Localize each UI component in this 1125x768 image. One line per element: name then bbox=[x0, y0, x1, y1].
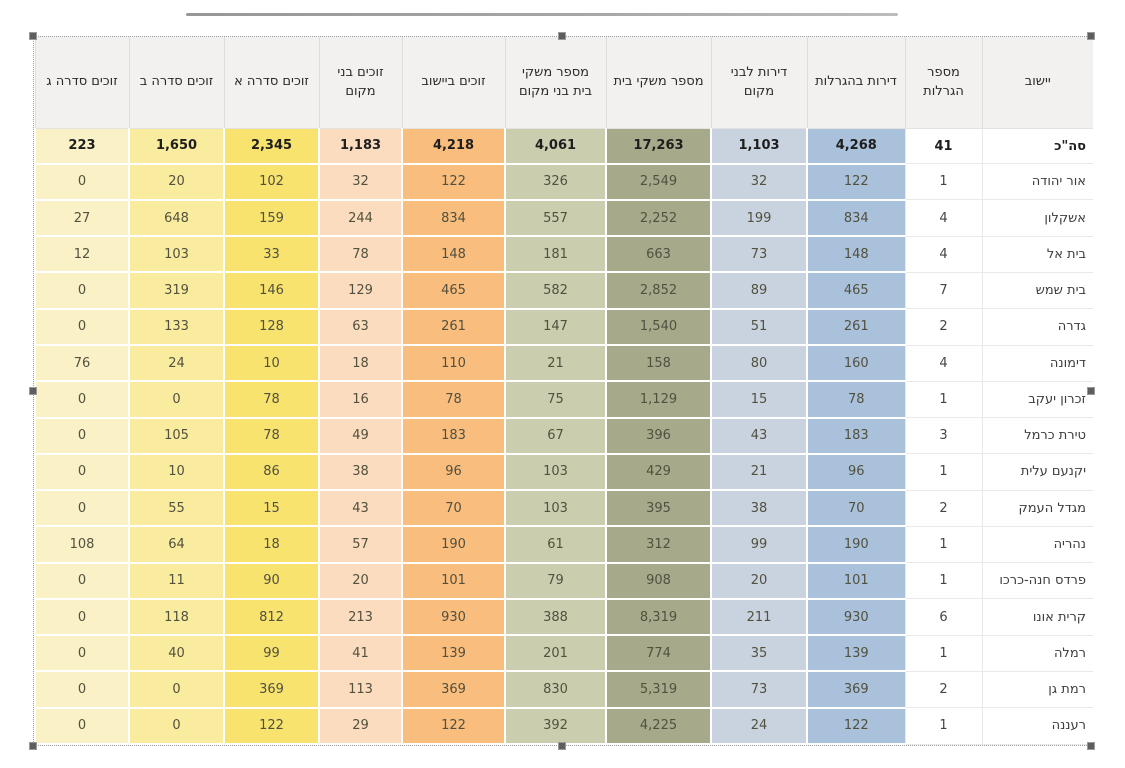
value-cell-households_locals: 103 bbox=[505, 490, 606, 526]
value-cell-households_locals: 61 bbox=[505, 526, 606, 562]
value-cell-households_locals: 557 bbox=[505, 200, 606, 236]
value-cell-households: 395 bbox=[606, 490, 711, 526]
value-cell-households: 663 bbox=[606, 236, 711, 272]
settlement-name-cell: גדרה bbox=[982, 309, 1093, 345]
value-cell-apts_for_locals: 1,103 bbox=[711, 129, 807, 164]
value-cell-winners_series_a: 102 bbox=[224, 164, 319, 200]
value-cell-households: 1,540 bbox=[606, 309, 711, 345]
value-cell-winners_series_c: 0 bbox=[35, 164, 129, 200]
settlement-name-cell: אור יהודה bbox=[982, 164, 1093, 200]
value-cell-winners_series_c: 0 bbox=[35, 381, 129, 417]
value-cell-apts_in_lotteries: 122 bbox=[807, 708, 905, 744]
table-row bbox=[35, 454, 1093, 490]
selection-handle-middle-left[interactable] bbox=[29, 387, 37, 395]
value-cell-apts_in_lotteries: 139 bbox=[807, 635, 905, 671]
value-cell-apts_for_locals: 211 bbox=[711, 599, 807, 635]
value-cell-winners_series_a: 159 bbox=[224, 200, 319, 236]
value-cell-winners_series_b: 40 bbox=[129, 635, 224, 671]
settlement-name-cell: מגדל העמק bbox=[982, 490, 1093, 526]
table-row bbox=[35, 309, 1093, 345]
table-row bbox=[35, 635, 1093, 671]
value-cell-winners_in_city: 122 bbox=[402, 708, 505, 744]
value-cell-winners_locals: 57 bbox=[319, 526, 402, 562]
table-row bbox=[35, 345, 1093, 381]
table-row bbox=[35, 200, 1093, 236]
value-cell-winners_in_city: 834 bbox=[402, 200, 505, 236]
value-cell-winners_series_c: 0 bbox=[35, 708, 129, 744]
value-cell-winners_in_city: 70 bbox=[402, 490, 505, 526]
value-cell-winners_series_b: 0 bbox=[129, 708, 224, 744]
table-selection-frame[interactable] bbox=[33, 36, 1091, 746]
value-cell-winners_series_a: 812 bbox=[224, 599, 319, 635]
value-cell-households_locals: 103 bbox=[505, 454, 606, 490]
value-cell-apts_in_lotteries: 369 bbox=[807, 671, 905, 707]
value-cell-winners_locals: 41 bbox=[319, 635, 402, 671]
value-cell-apts_in_lotteries: 261 bbox=[807, 309, 905, 345]
value-cell-winners_in_city: 930 bbox=[402, 599, 505, 635]
value-cell-winners_series_a: 18 bbox=[224, 526, 319, 562]
value-cell-households_locals: 326 bbox=[505, 164, 606, 200]
value-cell-winners_in_city: 261 bbox=[402, 309, 505, 345]
value-cell-winners_locals: 78 bbox=[319, 236, 402, 272]
value-cell-winners_locals: 38 bbox=[319, 454, 402, 490]
table-row bbox=[35, 490, 1093, 526]
settlement-name-cell: זכרון יעקב bbox=[982, 381, 1093, 417]
value-cell-lotteries: 1 bbox=[905, 164, 982, 200]
column-header-lotteries: מספר הגרלות bbox=[905, 37, 982, 129]
value-cell-winners_series_c: 0 bbox=[35, 599, 129, 635]
value-cell-households_locals: 388 bbox=[505, 599, 606, 635]
value-cell-winners_series_b: 319 bbox=[129, 272, 224, 308]
value-cell-winners_series_b: 1,650 bbox=[129, 129, 224, 164]
column-header-apts_in_lotteries: דירות בהגרלות bbox=[807, 37, 905, 129]
value-cell-winners_series_b: 103 bbox=[129, 236, 224, 272]
value-cell-apts_for_locals: 24 bbox=[711, 708, 807, 744]
selection-handle-bottom-right[interactable] bbox=[1087, 742, 1095, 750]
value-cell-lotteries: 2 bbox=[905, 490, 982, 526]
value-cell-winners_series_a: 122 bbox=[224, 708, 319, 744]
value-cell-apts_for_locals: 73 bbox=[711, 236, 807, 272]
value-cell-households_locals: 181 bbox=[505, 236, 606, 272]
value-cell-winners_series_b: 105 bbox=[129, 418, 224, 454]
value-cell-winners_series_a: 90 bbox=[224, 563, 319, 599]
value-cell-winners_locals: 18 bbox=[319, 345, 402, 381]
value-cell-winners_in_city: 369 bbox=[402, 671, 505, 707]
settlement-name-cell: רמלה bbox=[982, 635, 1093, 671]
value-cell-households: 2,549 bbox=[606, 164, 711, 200]
table-header bbox=[35, 37, 1093, 129]
value-cell-households_locals: 4,061 bbox=[505, 129, 606, 164]
value-cell-apts_in_lotteries: 160 bbox=[807, 345, 905, 381]
value-cell-households: 158 bbox=[606, 345, 711, 381]
value-cell-winners_in_city: 465 bbox=[402, 272, 505, 308]
settlement-name-cell: בית שמש bbox=[982, 272, 1093, 308]
value-cell-apts_in_lotteries: 78 bbox=[807, 381, 905, 417]
value-cell-lotteries: 6 bbox=[905, 599, 982, 635]
value-cell-households: 396 bbox=[606, 418, 711, 454]
value-cell-households: 2,852 bbox=[606, 272, 711, 308]
value-cell-households_locals: 67 bbox=[505, 418, 606, 454]
value-cell-apts_in_lotteries: 183 bbox=[807, 418, 905, 454]
value-cell-winners_series_b: 133 bbox=[129, 309, 224, 345]
value-cell-households_locals: 75 bbox=[505, 381, 606, 417]
value-cell-winners_locals: 43 bbox=[319, 490, 402, 526]
value-cell-winners_series_a: 86 bbox=[224, 454, 319, 490]
value-cell-lotteries: 1 bbox=[905, 635, 982, 671]
value-cell-winners_series_b: 118 bbox=[129, 599, 224, 635]
value-cell-winners_series_a: 78 bbox=[224, 381, 319, 417]
settlement-name-cell: אשקלון bbox=[982, 200, 1093, 236]
value-cell-winners_locals: 20 bbox=[319, 563, 402, 599]
selection-handle-top-center[interactable] bbox=[558, 32, 566, 40]
value-cell-lotteries: 3 bbox=[905, 418, 982, 454]
value-cell-households: 17,263 bbox=[606, 129, 711, 164]
value-cell-apts_in_lotteries: 834 bbox=[807, 200, 905, 236]
value-cell-households: 5,319 bbox=[606, 671, 711, 707]
settlement-name-cell: טירת כרמל bbox=[982, 418, 1093, 454]
settlement-name-cell: יקנעם עלית bbox=[982, 454, 1093, 490]
value-cell-winners_series_a: 15 bbox=[224, 490, 319, 526]
column-header-households: מספר משקי בית bbox=[606, 37, 711, 129]
value-cell-lotteries: 2 bbox=[905, 671, 982, 707]
column-header-winners_series_b: זוכים סדרה ב bbox=[129, 37, 224, 129]
settlement-name-cell: דימונה bbox=[982, 345, 1093, 381]
value-cell-winners_series_c: 12 bbox=[35, 236, 129, 272]
table-row bbox=[35, 526, 1093, 562]
value-cell-apts_in_lotteries: 96 bbox=[807, 454, 905, 490]
settlement-name-cell: בית אל bbox=[982, 236, 1093, 272]
value-cell-households: 8,319 bbox=[606, 599, 711, 635]
table-row bbox=[35, 599, 1093, 635]
value-cell-apts_for_locals: 20 bbox=[711, 563, 807, 599]
value-cell-winners_series_a: 2,345 bbox=[224, 129, 319, 164]
value-cell-apts_for_locals: 80 bbox=[711, 345, 807, 381]
value-cell-apts_in_lotteries: 101 bbox=[807, 563, 905, 599]
value-cell-apts_in_lotteries: 70 bbox=[807, 490, 905, 526]
value-cell-apts_for_locals: 73 bbox=[711, 671, 807, 707]
value-cell-apts_in_lotteries: 190 bbox=[807, 526, 905, 562]
value-cell-winners_series_b: 11 bbox=[129, 563, 224, 599]
value-cell-winners_in_city: 183 bbox=[402, 418, 505, 454]
settlement-name-cell: רעננה bbox=[982, 708, 1093, 744]
value-cell-winners_in_city: 110 bbox=[402, 345, 505, 381]
value-cell-lotteries: 1 bbox=[905, 454, 982, 490]
value-cell-winners_in_city: 4,218 bbox=[402, 129, 505, 164]
settlement-name-cell: קרית אונו bbox=[982, 599, 1093, 635]
value-cell-winners_locals: 29 bbox=[319, 708, 402, 744]
column-header-winners_locals: זוכים בני מקום bbox=[319, 37, 402, 129]
header-row bbox=[35, 37, 1093, 129]
value-cell-winners_series_a: 146 bbox=[224, 272, 319, 308]
settlement-name-cell: פרדס חנה-כרכו bbox=[982, 563, 1093, 599]
table-row bbox=[35, 671, 1093, 707]
value-cell-winners_series_b: 20 bbox=[129, 164, 224, 200]
value-cell-apts_for_locals: 99 bbox=[711, 526, 807, 562]
value-cell-apts_for_locals: 21 bbox=[711, 454, 807, 490]
value-cell-households: 1,129 bbox=[606, 381, 711, 417]
value-cell-winners_series_c: 0 bbox=[35, 418, 129, 454]
value-cell-winners_series_b: 648 bbox=[129, 200, 224, 236]
value-cell-winners_in_city: 78 bbox=[402, 381, 505, 417]
lottery-table[interactable] bbox=[34, 37, 1093, 745]
value-cell-winners_series_a: 369 bbox=[224, 671, 319, 707]
value-cell-lotteries: 1 bbox=[905, 708, 982, 744]
value-cell-winners_in_city: 190 bbox=[402, 526, 505, 562]
value-cell-winners_locals: 129 bbox=[319, 272, 402, 308]
value-cell-households_locals: 79 bbox=[505, 563, 606, 599]
value-cell-apts_for_locals: 38 bbox=[711, 490, 807, 526]
value-cell-winners_series_a: 128 bbox=[224, 309, 319, 345]
value-cell-winners_series_c: 223 bbox=[35, 129, 129, 164]
value-cell-households_locals: 392 bbox=[505, 708, 606, 744]
value-cell-winners_series_b: 24 bbox=[129, 345, 224, 381]
column-header-households_locals: מספר משקי בית בני מקום bbox=[505, 37, 606, 129]
value-cell-winners_series_b: 0 bbox=[129, 381, 224, 417]
value-cell-winners_in_city: 101 bbox=[402, 563, 505, 599]
value-cell-lotteries: 4 bbox=[905, 200, 982, 236]
value-cell-households: 4,225 bbox=[606, 708, 711, 744]
value-cell-winners_in_city: 122 bbox=[402, 164, 505, 200]
value-cell-winners_series_c: 0 bbox=[35, 671, 129, 707]
column-header-apts_for_locals: דירות לבני מקום bbox=[711, 37, 807, 129]
value-cell-winners_locals: 16 bbox=[319, 381, 402, 417]
value-cell-households_locals: 582 bbox=[505, 272, 606, 308]
value-cell-apts_for_locals: 89 bbox=[711, 272, 807, 308]
table-row bbox=[35, 708, 1093, 744]
value-cell-apts_in_lotteries: 465 bbox=[807, 272, 905, 308]
value-cell-apts_in_lotteries: 930 bbox=[807, 599, 905, 635]
value-cell-apts_in_lotteries: 148 bbox=[807, 236, 905, 272]
value-cell-winners_locals: 49 bbox=[319, 418, 402, 454]
value-cell-winners_series_a: 78 bbox=[224, 418, 319, 454]
column-header-winners_series_c: זוכים סדרה ג bbox=[35, 37, 129, 129]
value-cell-lotteries: 41 bbox=[905, 129, 982, 164]
value-cell-lotteries: 1 bbox=[905, 526, 982, 562]
value-cell-apts_in_lotteries: 122 bbox=[807, 164, 905, 200]
value-cell-lotteries: 4 bbox=[905, 236, 982, 272]
table-row bbox=[35, 563, 1093, 599]
value-cell-lotteries: 2 bbox=[905, 309, 982, 345]
value-cell-lotteries: 4 bbox=[905, 345, 982, 381]
table-row bbox=[35, 164, 1093, 200]
value-cell-households_locals: 201 bbox=[505, 635, 606, 671]
column-header-winners_in_city: זוכים ביישוב bbox=[402, 37, 505, 129]
column-header-yishuv: יישוב bbox=[982, 37, 1093, 129]
value-cell-winners_series_c: 27 bbox=[35, 200, 129, 236]
value-cell-winners_series_a: 99 bbox=[224, 635, 319, 671]
value-cell-lotteries: 1 bbox=[905, 381, 982, 417]
value-cell-winners_series_c: 0 bbox=[35, 309, 129, 345]
value-cell-winners_locals: 63 bbox=[319, 309, 402, 345]
separator-line bbox=[186, 13, 898, 16]
value-cell-winners_locals: 32 bbox=[319, 164, 402, 200]
settlement-name-cell: נהריה bbox=[982, 526, 1093, 562]
value-cell-winners_in_city: 148 bbox=[402, 236, 505, 272]
value-cell-apts_in_lotteries: 4,268 bbox=[807, 129, 905, 164]
total-row bbox=[35, 129, 1093, 164]
value-cell-apts_for_locals: 51 bbox=[711, 309, 807, 345]
selection-handle-middle-right[interactable] bbox=[1087, 387, 1095, 395]
value-cell-households: 2,252 bbox=[606, 200, 711, 236]
table-body bbox=[35, 129, 1093, 745]
value-cell-winners_series_b: 10 bbox=[129, 454, 224, 490]
value-cell-winners_series_b: 0 bbox=[129, 671, 224, 707]
value-cell-winners_locals: 244 bbox=[319, 200, 402, 236]
value-cell-winners_series_c: 0 bbox=[35, 454, 129, 490]
value-cell-apts_for_locals: 199 bbox=[711, 200, 807, 236]
value-cell-winners_series_a: 10 bbox=[224, 345, 319, 381]
value-cell-apts_for_locals: 32 bbox=[711, 164, 807, 200]
value-cell-winners_locals: 113 bbox=[319, 671, 402, 707]
table-row bbox=[35, 418, 1093, 454]
value-cell-winners_series_c: 0 bbox=[35, 272, 129, 308]
value-cell-winners_series_a: 33 bbox=[224, 236, 319, 272]
value-cell-winners_locals: 213 bbox=[319, 599, 402, 635]
value-cell-lotteries: 7 bbox=[905, 272, 982, 308]
value-cell-winners_series_c: 108 bbox=[35, 526, 129, 562]
value-cell-apts_for_locals: 43 bbox=[711, 418, 807, 454]
value-cell-winners_in_city: 139 bbox=[402, 635, 505, 671]
value-cell-apts_for_locals: 35 bbox=[711, 635, 807, 671]
value-cell-winners_series_c: 76 bbox=[35, 345, 129, 381]
value-cell-winners_series_c: 0 bbox=[35, 490, 129, 526]
value-cell-apts_for_locals: 15 bbox=[711, 381, 807, 417]
value-cell-households: 774 bbox=[606, 635, 711, 671]
value-cell-winners_series_b: 55 bbox=[129, 490, 224, 526]
selection-handle-bottom-left[interactable] bbox=[29, 742, 37, 750]
value-cell-households_locals: 830 bbox=[505, 671, 606, 707]
settlement-name-cell: סה"כ bbox=[982, 129, 1093, 164]
value-cell-households_locals: 21 bbox=[505, 345, 606, 381]
value-cell-winners_locals: 1,183 bbox=[319, 129, 402, 164]
value-cell-winners_series_c: 0 bbox=[35, 563, 129, 599]
settlement-name-cell: רמת גן bbox=[982, 671, 1093, 707]
selection-handle-top-left[interactable] bbox=[29, 32, 37, 40]
value-cell-households: 312 bbox=[606, 526, 711, 562]
value-cell-lotteries: 1 bbox=[905, 563, 982, 599]
column-header-winners_series_a: זוכים סדרה א bbox=[224, 37, 319, 129]
value-cell-households_locals: 147 bbox=[505, 309, 606, 345]
selection-handle-bottom-center[interactable] bbox=[558, 742, 566, 750]
table-row bbox=[35, 236, 1093, 272]
value-cell-winners_in_city: 96 bbox=[402, 454, 505, 490]
table-row bbox=[35, 272, 1093, 308]
value-cell-winners_series_c: 0 bbox=[35, 635, 129, 671]
value-cell-households: 429 bbox=[606, 454, 711, 490]
value-cell-winners_series_b: 64 bbox=[129, 526, 224, 562]
table-row bbox=[35, 381, 1093, 417]
value-cell-households: 908 bbox=[606, 563, 711, 599]
selection-handle-top-right[interactable] bbox=[1087, 32, 1095, 40]
